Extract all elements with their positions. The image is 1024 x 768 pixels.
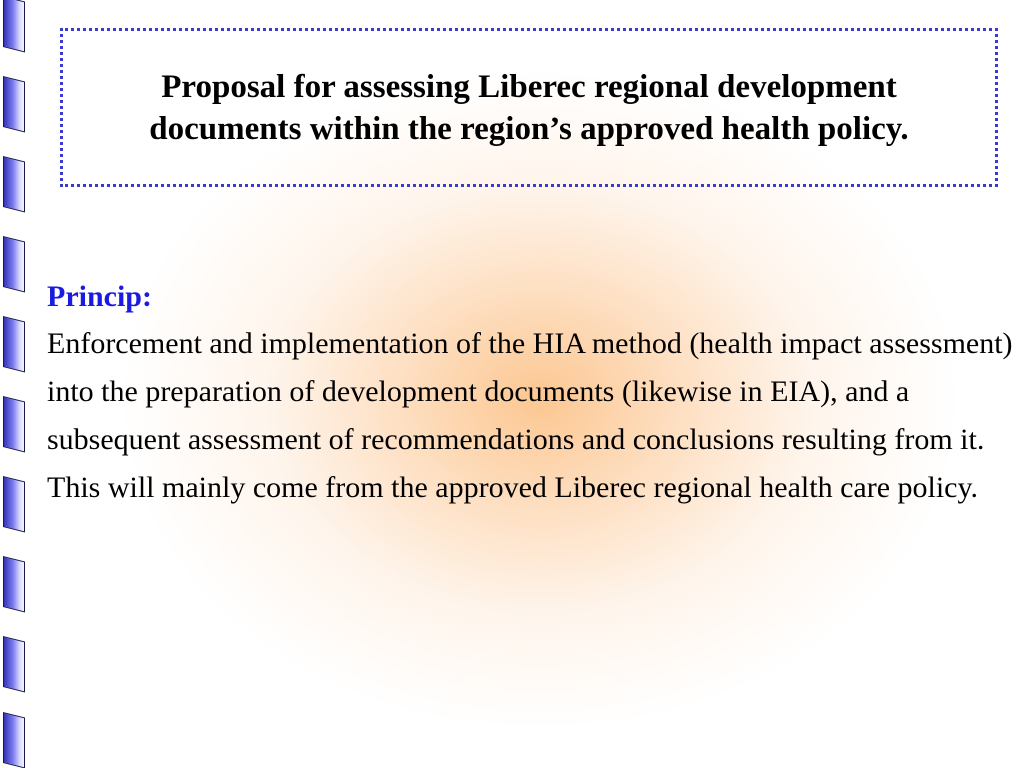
- title-box: [60, 28, 998, 187]
- binding-tab: [3, 712, 25, 768]
- binding-tab: [3, 0, 25, 52]
- binding-tab: [3, 556, 25, 612]
- spiral-binding: [0, 0, 30, 768]
- binding-tab: [3, 156, 25, 212]
- principle-heading: Princip:: [47, 280, 152, 313]
- principle-paragraph: Enforcement and implementation of the HIA method (health impact assessment) into the preparation of development documents (likewise in EIA), and a subsequent assessment of recommendations and conclusions resulting from it. This will mainly come from the approved Liberec regional health care policy.: [47, 327, 1021, 504]
- binding-tab: [3, 476, 25, 532]
- slide-title: Proposal for assessing Liberec regional development documents within the region’s approved health policy.: [149, 68, 909, 147]
- binding-tab: [3, 236, 25, 292]
- binding-tab: [3, 76, 25, 132]
- body-block: [47, 274, 1021, 512]
- binding-tab: [3, 396, 25, 452]
- binding-tab: [3, 636, 25, 692]
- binding-tab: [3, 316, 25, 372]
